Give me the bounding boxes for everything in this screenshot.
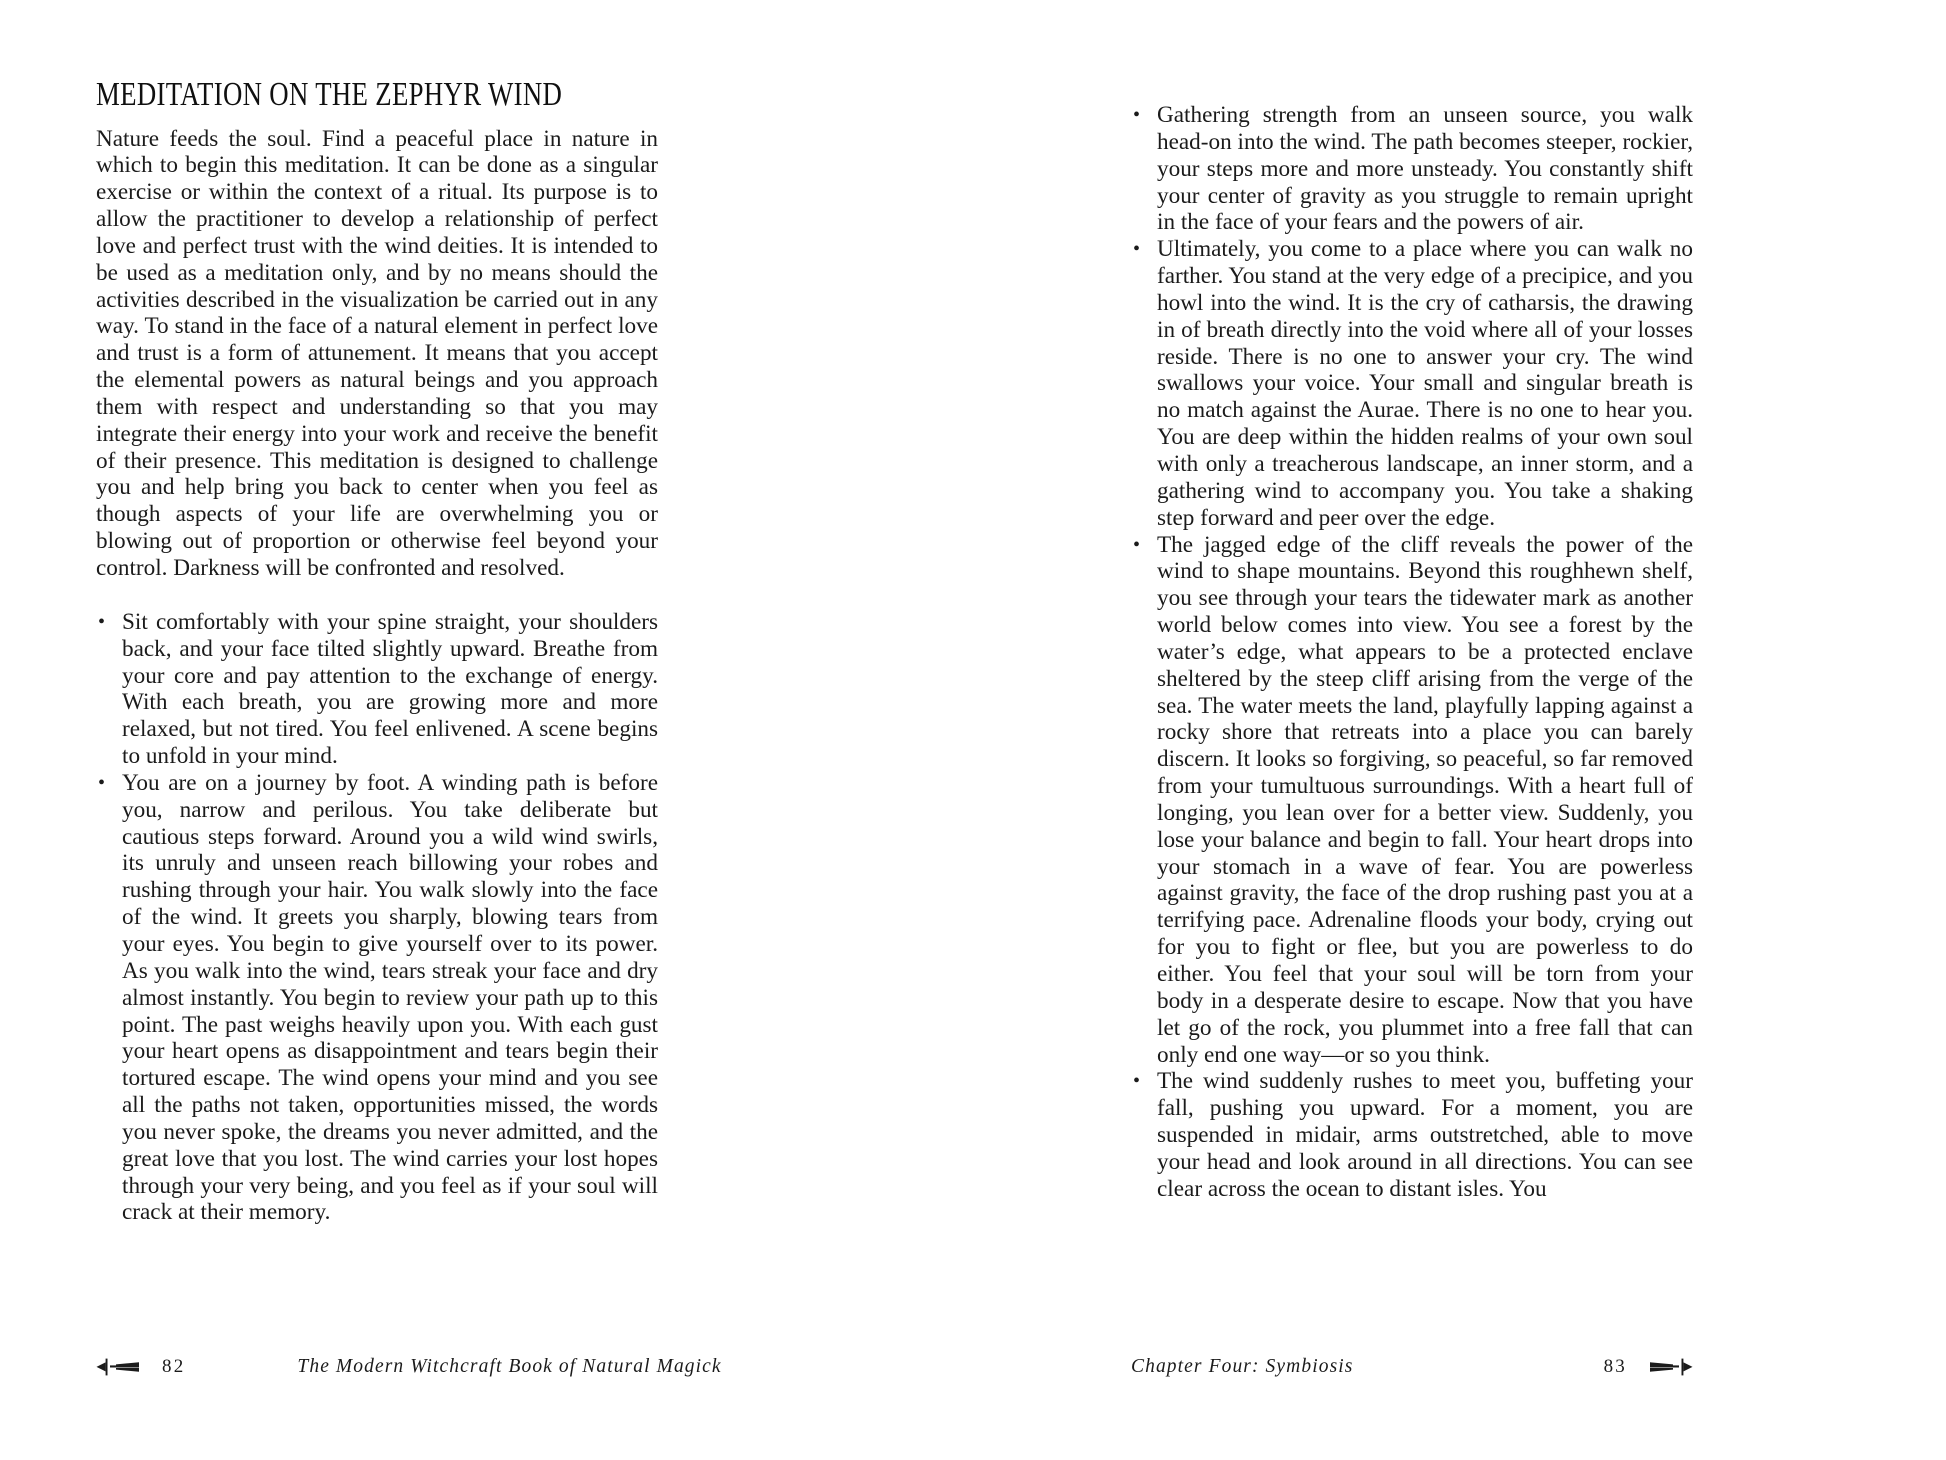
list-item [96,609,658,770]
bullet-point-icon: • [1133,1070,1141,1093]
list-item [1131,236,1693,531]
right-folio-group [1604,1356,1693,1378]
running-title: The Modern Witchcraft Book of Natural Magick [297,1356,722,1377]
list-item-text: Gathering strength from an unseen source, you walk head-on into the wind. The path becomes steeper, rockier, your steps more and more unsteady. You constantly shift your center of gravity as you struggle to remain upright in the face of your fears and the powers of air. [1157,102,1693,236]
right-page [973,0,1946,1460]
bullet-point-icon: • [98,771,106,794]
page-title: MEDITATION ON THE ZEPHYR WIND [96,76,563,113]
bullet-point-icon: • [1133,104,1141,126]
list-item [96,770,658,1226]
list-item [1131,102,1693,236]
intro-paragraph: Nature feeds the soul. Find a peaceful place in nature in which to begin this meditation. It can be done as a singular exercise or within the context of a ritual. Its purpose is to allow the practitioner to develop a relationship of perfect love and perfect trust with the wind deities. It is intended to be used as a meditation only, and by no means should the activities described in the visualization be carried out in any way. To stand in the face of a natural element in perfect love and trust is a form of attunement. It means that you accept the elemental powers as natural beings and you approach them with respect and understanding so that you may integrate their energy into your work and receive the benefit of their presence. This meditation is designed to challenge you and help bring you back to center when you feel as though aspects of your life are overwhelming you or blowing out of proportion or otherwise feel beyond your control. Darkness will be confronted and resolved. [96,125,658,581]
bullet-point-icon: • [1133,533,1141,556]
right-bullet-list [1131,102,1693,1203]
page-number: 82 [162,1356,186,1377]
list-item [1131,1068,1693,1202]
right-page-footer [1131,1352,1693,1382]
page-number: 83 [1603,1356,1627,1377]
left-page-content [96,78,658,1226]
left-page-footer [96,1352,722,1382]
feather-arrow-left-icon [96,1356,140,1378]
list-item-text: You are on a journey by foot. A winding path is before you, narrow and perilous. You take deliberate but cautious steps forward. Around you a wild wind swirls, its unruly and unseen reach billowing your robes and rushing through your hair. You walk slowly into the face of the wind. It greets you sharply, blowing tears from your eyes. You begin to give yourself over to its power. As you walk into the wind, tears streak your face and dry almost instantly. You begin to review your path up to this point. The past weighs heavily upon you. With each gust your heart opens as disappointment and tears begin their tortured escape. The wind opens your mind and you see all the paths not taken, opportunities missed, the words you never spoke, the dreams you never admitted, and the great love that you lost. The wind carries your lost hopes through your very being, and you feel as if your soul will crack at their memory. [122,769,658,1226]
list-item [1131,532,1693,1069]
list-item-text: Ultimately, you come to a place where you can walk no farther. You stand at the very edge of a precipice, and you howl into the wind. It is the cry of catharsis, the drawing in of breath directly into the void where all of your losses reside. There is no one to answer your cry. The wind swallows your voice. Your small and singular breath is no match against the Aurae. There is no one to hear you. You are deep within the hidden realms of your own soul with only a treacherous landscape, an inner storm, and a gathering wind to accompany you. You take a shaking step forward and peer over the edge. [1157,236,1693,531]
list-item-text: Sit comfortably with your spine straight, your shoulders back, and your face tilted slightly upward. Breathe from your core and pay attention to the exchange of energy. With each breath, you are growing more and more relaxed, but not tired. You feel enlivened. A scene begins to unfold in your mind. [122,608,658,770]
running-title: Chapter Four: Symbiosis [1131,1356,1354,1377]
left-bullet-list [96,609,658,1226]
bullet-point-icon: • [1133,238,1141,261]
list-item-text: The jagged edge of the cliff reveals the power of the wind to shape mountains. Beyond this roughhewn shelf, you see through your tears the tidewater mark as another world below comes into view. You see a forest by the water’s edge, what appears to be a protected enclave sheltered by the steep cliff arising from the verge of the sea. The water meets the land, playfully lapping against a rocky shore that retreats into a place you can barely discern. It looks so forgiving, so peaceful, so far removed from your tumultuous surroundings. With a heart full of longing, you lean over for a better view. Suddenly, you lose your balance and begin to fall. Your heart drops into your stomach in a wave of fear. You are powerless against gravity, the face of the drop rushing past you at a terrifying pace. Adrenaline floods your body, crying out for you to fight or flee, but you are powerless to do either. You feel that your soul will be torn from your body in a desperate desire to escape. Now that you have let go of the rock, you plummet into a free fall that can only end one way—or so you think. [1157,531,1693,1068]
right-page-content [1131,102,1693,1203]
feather-arrow-right-icon [1649,1356,1693,1378]
list-item-text: The wind suddenly rushes to meet you, buffeting your fall, pushing you upward. For a moment, you are suspended in midair, arms outstretched, able to move your head and look around in all directions. You can see clear across the ocean to distant isles. You [1157,1068,1693,1202]
bullet-point-icon: • [98,610,106,633]
